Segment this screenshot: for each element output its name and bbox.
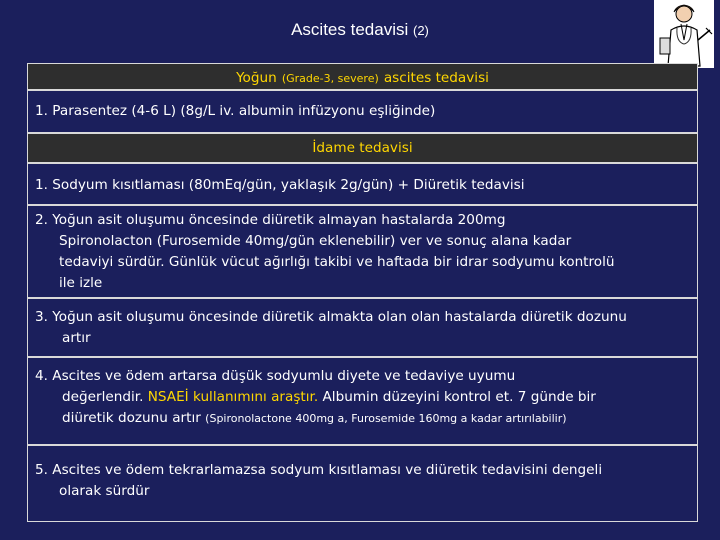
item-4-dose-note: (Spironolactone 400mg a, Furosemide 160mg a kadar artırılabilir) xyxy=(205,412,567,425)
item-3 xyxy=(27,298,698,357)
item-5-line-2: olarak sürdür xyxy=(59,483,150,499)
item-4 xyxy=(27,357,698,445)
item-3-line-1: 3. Yoğun asit oluşumu öncesinde diüretik almakta olan olan hastalarda diüretik dozunu xyxy=(35,309,627,325)
item-3-line-2: artır xyxy=(62,330,91,346)
item-2 xyxy=(27,205,698,298)
item-4-line-2b: Albumin düzeyini kontrol et. 7 günde bir xyxy=(318,389,596,405)
nsaei-highlight: NSAEİ kullanımını araştır. xyxy=(147,389,319,405)
severity-header xyxy=(27,63,698,90)
doctor-icon xyxy=(654,0,714,68)
item-2-line-3: tedaviyi sürdür. Günlük vücut ağırlığı takibi ve haftada bir idrar sodyumu kontrolü xyxy=(59,254,615,270)
maintenance-header: İdame tedavisi xyxy=(27,133,698,163)
item-1: 1. Sodyum kısıtlaması (80mEq/gün, yaklaşık 2g/gün) + Diüretik tedavisi xyxy=(27,163,698,205)
item-4-line-3a: diüretik dozunu artır xyxy=(62,410,206,426)
item-5 xyxy=(27,445,698,522)
slide-title xyxy=(0,20,720,40)
slide-title-main: Ascites tedavisi xyxy=(291,20,409,39)
item-2-line-4: ile izle xyxy=(59,275,103,291)
item-4-line-2a: değerlendir. xyxy=(62,389,148,405)
item-4-line-2 xyxy=(35,387,689,408)
item-4-line-3 xyxy=(35,408,689,429)
item-2-line-1: 2. Yoğun asit oluşumu öncesinde diüretik almayan hastalarda 200mg xyxy=(35,212,506,228)
item-4-line-1: 4. Ascites ve ödem artarsa düşük sodyumlu diyete ve tedaviye uyumu xyxy=(35,368,516,384)
header-rest: ascites tedavisi xyxy=(383,70,489,86)
header-lead: Yoğun xyxy=(236,70,277,86)
item-5-line-1: 5. Ascites ve ödem tekrarlamazsa sodyum kısıtlaması ve diüretik tedavisini dengeli xyxy=(35,462,603,478)
header-grade: (Grade-3, severe) xyxy=(281,72,379,85)
item-2-line-2: Spironolacton (Furosemide 40mg/gün eklenebilir) ver ve sonuç alana kadar xyxy=(59,233,572,249)
item-paracentesis: 1. Parasentez (4-6 L) (8g/L iv. albumin infüzyonu eşliğinde) xyxy=(27,90,698,133)
slide-title-suffix: (2) xyxy=(413,23,429,38)
